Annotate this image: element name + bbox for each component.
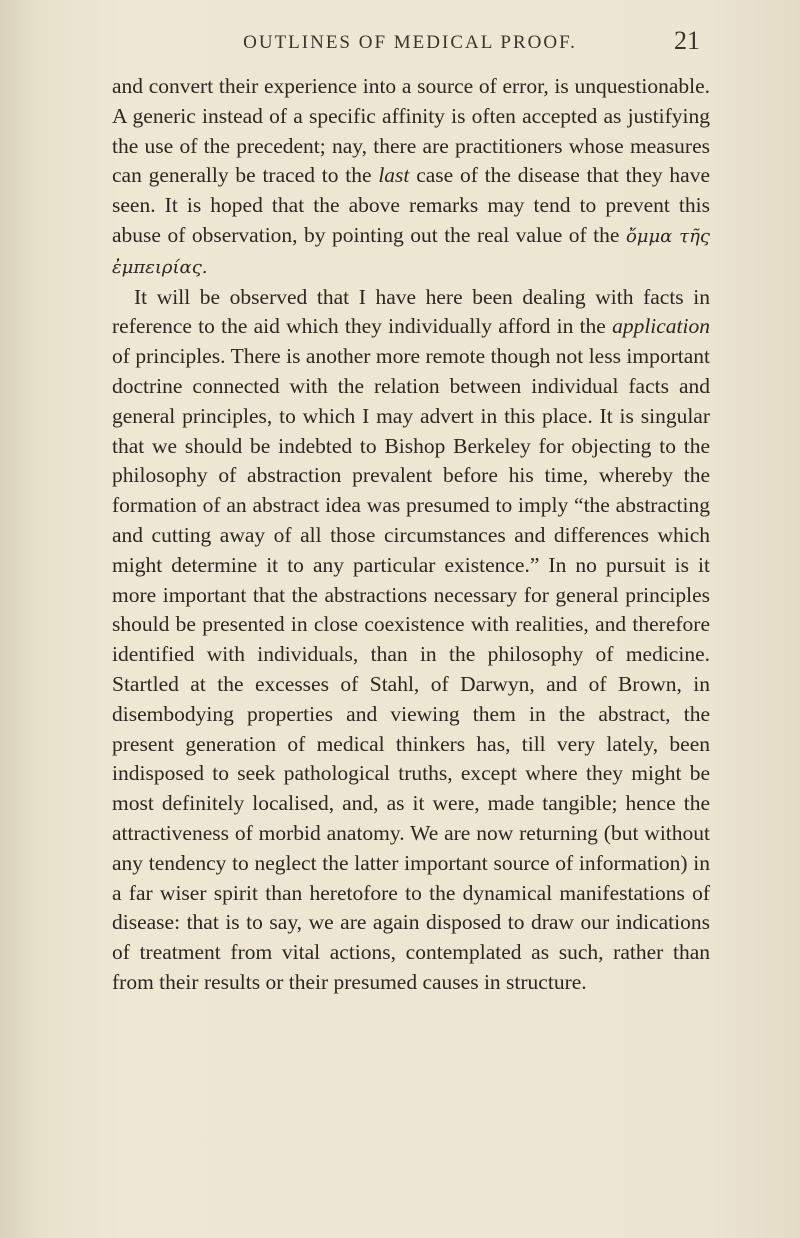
greek-phrase: ὄμμα τῆς ἐμπειρίας. — [112, 225, 710, 278]
text-segment: It will be observed that I have here been dealing with facts in reference to the aid which they individually afford in the — [112, 284, 710, 339]
text-segment: of principles. There is another more remote though not less important doctrine connected with the relation between individual facts and general principles, to which I may advert in this place. It is singular that we should be indebted to Bishop Berkeley for objecting to the philosophy of abstraction prevalent before his time, whereby the formation of an abstract idea was presumed to imply “the abstracting and cutting away of all those circumstances and differences which might determine it to any particular existence.” In no pursuit is it more important that the abstractions necessary for general principles should be presented in close coexistence with realities, and therefore identified with individuals, than in the philosophy of medicine. Startled at the excesses of Stahl, of Darwyn, and of Brown, in disembodying properties and viewing them in the abstract, the present generation of medical thinkers has, till very lately, been indisposed to seek pathological truths, except where they might be most definitely localised, and, as it were, made tangible; hence the attractiveness of morbid anatomy. We are now returning (but without any tendency to neglect the latter important source of information) in a far wiser spirit than heretofore to the dynamical manifestations of disease: that is to say, we are again disposed to draw our indications of treatment from vital actions, contemplated as such, rather than from their results or their presumed causes in structure. — [112, 344, 710, 994]
page-number: 21 — [674, 26, 700, 55]
emphasis-last: last — [378, 163, 410, 188]
body-text — [112, 72, 710, 998]
text-segment: case of the disease that they have seen. It is hoped that the above remarks may tend to prevent this abuse of observation, by pointing out the real value of the — [112, 163, 710, 247]
page-header — [0, 26, 800, 62]
running-head: OUTLINES OF MEDICAL PROOF. — [243, 32, 577, 53]
paragraph-2 — [112, 283, 710, 998]
text-segment: and convert their experience into a source of error, is unquestionable. A generic instead of a specific affinity is often accepted as justifying the use of the precedent; nay, there are practitioners whose measures can generally be traced to the — [112, 74, 710, 188]
emphasis-application: application — [612, 314, 710, 339]
paragraph-1 — [112, 72, 710, 283]
